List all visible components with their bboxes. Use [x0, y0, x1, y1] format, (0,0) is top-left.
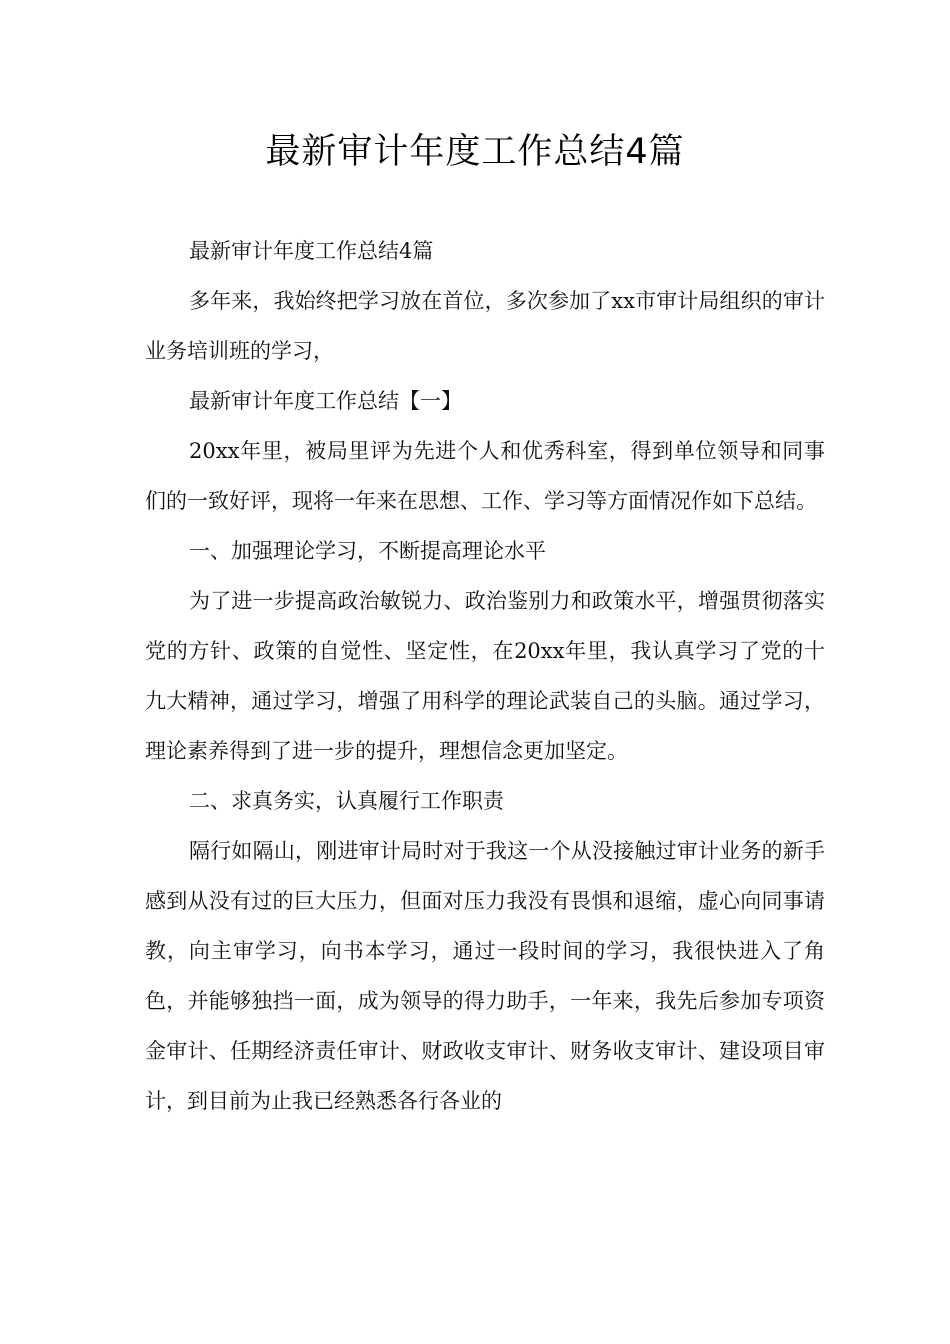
paragraph-heading-duties: 二、求真务实，认真履行工作职责	[189, 789, 504, 813]
paragraph-intro: 多年来，我始终把学习放在首位，多次参加了xx市审计局组织的审计业务培训班的学习，	[145, 289, 825, 363]
paragraph-section-heading-one: 最新审计年度工作总结【一】	[189, 389, 462, 413]
paragraph-subtitle: 最新审计年度工作总结4篇	[189, 239, 434, 263]
document-title: 最新审计年度工作总结4篇	[265, 132, 685, 172]
paragraph-duties: 隔行如隔山，刚进审计局时对于我这一个从没接触过审计业务的新手感到从没有过的巨大压力，但面对压力我没有畏惧和退缩，虚心向同事请教，向主审学习，向书本学习，通过一段时间的学习，我很快进入了角色，并能够独挡一面，成为领导的得力助手，一年来，我先后参加专项资金审计、任期经济责任审计、财政收支审计、财务收支审计、建设项目审计，到目前为止我已经熟悉各行各业的	[145, 839, 825, 1113]
paragraph-theory: 为了进一步提高政治敏锐力、政治鉴别力和政策水平，增强贯彻落实党的方针、政策的自觉性、坚定性，在20xx年里，我认真学习了党的十九大精神，通过学习，增强了用科学的理论武装自己的头脑。通过学习，理论素养得到了进一步的提升，理想信念更加坚定。	[145, 589, 825, 763]
paragraph-heading-theory: 一、加强理论学习，不断提高理论水平	[189, 539, 546, 563]
document-body	[145, 226, 825, 1126]
paragraph-summary: 20xx年里，被局里评为先进个人和优秀科室，得到单位领导和同事们的一致好评，现将一年来在思想、工作、学习等方面情况作如下总结。	[145, 439, 825, 513]
